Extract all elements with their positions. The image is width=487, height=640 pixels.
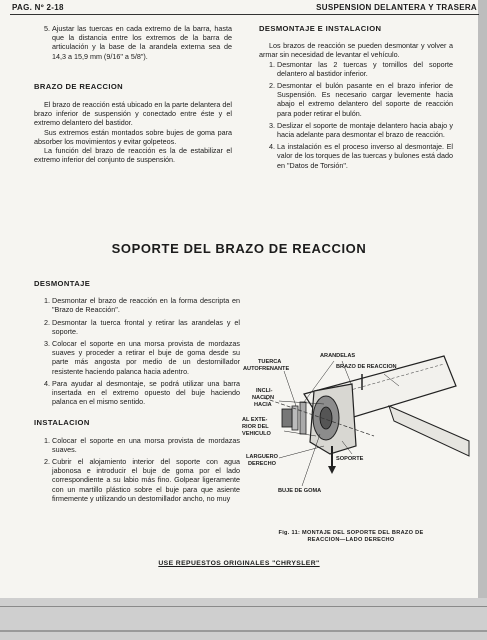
leader-line (284, 371, 296, 406)
label-autofrenante: AUTOFRENANTE (243, 366, 290, 372)
label-arandelas: ARANDELAS (320, 353, 356, 359)
figure-caption (259, 530, 443, 544)
right-column (259, 24, 453, 173)
step-item: 2. Desmontar el bulón pasante en el brazo inferior de Suspensión. Es necesario cargar levemente hacia abajo el extremo delantero del soporte de reacción para poder retirar el bulón. (277, 81, 453, 118)
caption-line: REACCION—LADO DERECHO (307, 537, 395, 543)
label-al-exterior: AL EXTE- (242, 417, 268, 423)
page-bottom-margin (0, 598, 487, 640)
page-number: PAG. Nº 2-18 (12, 3, 64, 12)
step-item: 2. Desmontar la tuerca frontal y retirar las arandelas y el soporte. (52, 318, 240, 336)
page-edge (478, 0, 487, 640)
washer-shape (300, 402, 306, 434)
footer-text: USE REPUESTOS ORIGINALES "CHRYSLER" (158, 560, 320, 567)
figure-diagram (234, 346, 474, 536)
step-list (259, 60, 453, 170)
step-list (34, 436, 240, 503)
caption-line: Fig. 11: MONTAJE DEL SOPORTE DEL BRAZO DE (278, 530, 424, 536)
bracket-drawing (234, 346, 474, 536)
step-list (34, 24, 232, 61)
label-derecho: DERECHO (248, 461, 276, 467)
label-larguero: LARGUERO (246, 454, 279, 460)
paragraph: La función del brazo de reacción es la de estabilizar el extremo inferior del conjunto de suspensión. (34, 146, 232, 165)
label-rior-del: RIOR DEL (242, 424, 269, 430)
step-item: 2. Cubrir el alojamiento interior del soporte con agua jabonosa e introducir el buje de goma por el lado correspondiente a su labio más fino. Golpear ligeramente con un martillo plástico sobre el buje para que asiente firmemente y utilizando un destornillador ancho, no muy (52, 457, 240, 503)
step-item: 1. Desmontar las 2 tuercas y tornillos del soporte delantero al bastidor inferior. (277, 60, 453, 78)
label-hacia: HACIA (254, 402, 272, 408)
scan-line (0, 606, 487, 607)
paragraph: El brazo de reacción está ubicado en la parte delantera del brazo inferior de suspensión y conectado entre éste y el extremo delantero del bastidor. (34, 100, 232, 128)
step-item: 3. Deslizar el soporte de montaje delantero hacia abajo y hacia adelante para desmontar el brazo de reacción. (277, 121, 453, 139)
section-heading: DESMONTAJE E INSTALACION (259, 24, 382, 33)
paragraph: Sus extremos están montados sobre bujes de goma para absorber los movimientos y evitar golpeteos. (34, 127, 232, 146)
label-inclinacion: NACION (252, 395, 275, 401)
lower-left-column (34, 279, 240, 506)
step-list (34, 296, 240, 406)
section-title: SUSPENSION DELANTERA Y TRASERA (316, 3, 477, 12)
step-item: 4. Para ayudar al desmontaje, se podrá utilizar una barra insertada en el extremo opuesto del buje haciendo palanca en el mismo sentido. (52, 379, 240, 407)
step-item: 1. Colocar el soporte en una morsa provista de mordazas suaves. (52, 436, 240, 454)
section-heading: DESMONTAJE (34, 279, 91, 288)
nut-shape (282, 409, 292, 427)
page-footer (0, 560, 478, 567)
washer-shape (292, 406, 298, 430)
label-soporte: SOPORTE (336, 456, 364, 462)
paragraph: Los brazos de reacción se pueden desmontar y volver a armar sin necesidad de levantar el vehículo. (259, 41, 453, 60)
leader-line (279, 446, 324, 458)
frame-rail-shape (389, 406, 469, 456)
label-vehiculo: VEHICULO (242, 431, 271, 437)
header-divider (10, 14, 479, 15)
label-tuerca: TUERCA (258, 359, 282, 365)
label-buje-de-goma: BUJE DE GOMA (278, 488, 322, 494)
label-brazo-de-reaccion: BRAZO DE REACCION (336, 364, 397, 370)
label-inclinacion: INCLI- (256, 388, 273, 394)
main-title: SOPORTE DEL BRAZO DE REACCION (111, 241, 367, 256)
section-heading: BRAZO DE REACCION (34, 81, 124, 91)
left-column (34, 24, 232, 164)
step-item: 5. Ajustar las tuercas en cada extremo de la barra, hasta que la distancia entre los extremos de la barra de articulación y la base de la arandela externa sea de 14,3 a 15,9 mm (9/16" a 5/8"). (52, 24, 232, 61)
step-item: 4. La instalación es el proceso inverso al desmontaje. El valor de los torques de las tuercas y bulones está dado en "Datos de Torsión". (277, 142, 453, 170)
section-heading: INSTALACION (34, 418, 90, 428)
step-item: 3. Colocar el soporte en una morsa provista de mordazas suaves y proceder a retirar el buje de goma desde su parte más angosta por medio de un destornillador resistente haciendo palanca hacia adentro. (52, 339, 240, 376)
step-item: 1. Desmontar el brazo de reacción en la forma descripta en "Brazo de Reacción". (52, 296, 240, 314)
bolt-tip-shape (328, 466, 336, 474)
scan-line (0, 630, 487, 632)
